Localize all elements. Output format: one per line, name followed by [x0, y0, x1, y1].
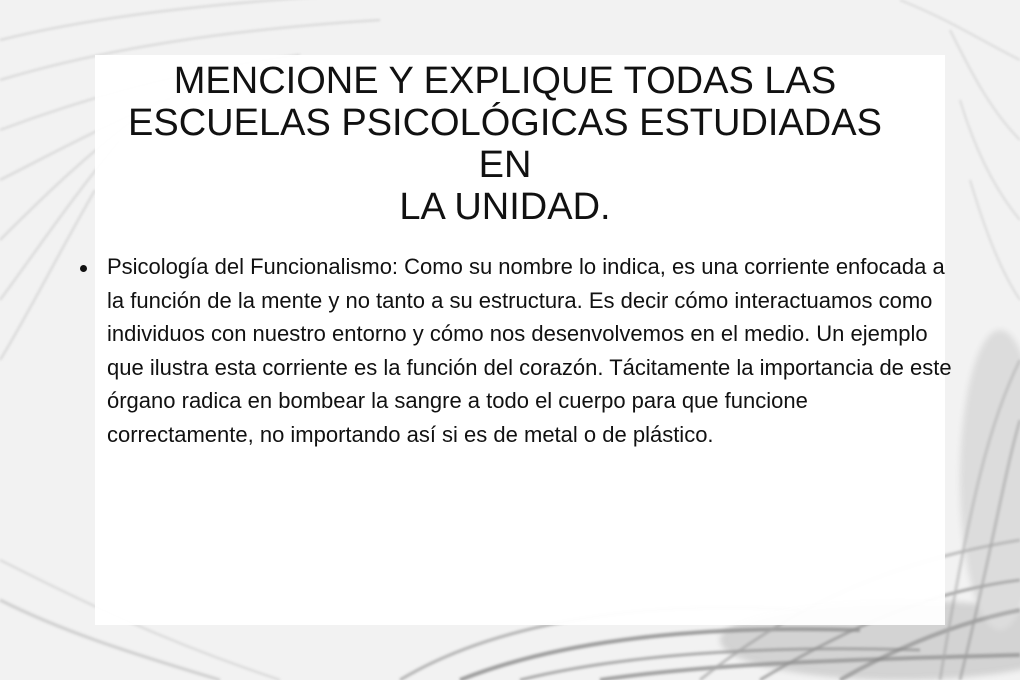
- bullet-item: [80, 250, 960, 451]
- bullet-text: Psicología del Funcionalismo: Como su nombre lo indica, es una corriente enfocada a la función de la mente y no tanto a su estructura. Es decir cómo interactuamos como individuos con nuestro entorno y cómo nos desenvolvemos en el medio. Un ejemplo que ilustra esta corriente es la función del corazón. Tácitamente la importancia de este órgano radica en bombear la sangre a todo el cuerpo para que funcione correctamente, no importando así si es de metal o de plástico.: [107, 254, 952, 447]
- title-line: EN: [478, 144, 532, 186]
- title-line: ESCUELAS PSICOLÓGICAS ESTUDIADAS: [128, 102, 882, 144]
- title-line: LA UNIDAD.: [399, 186, 611, 228]
- bullet-list: [80, 250, 960, 451]
- title-line: MENCIONE Y EXPLIQUE TODAS LAS: [173, 60, 837, 102]
- bullet-dot-icon: [80, 265, 87, 272]
- slide-title: [40, 60, 970, 228]
